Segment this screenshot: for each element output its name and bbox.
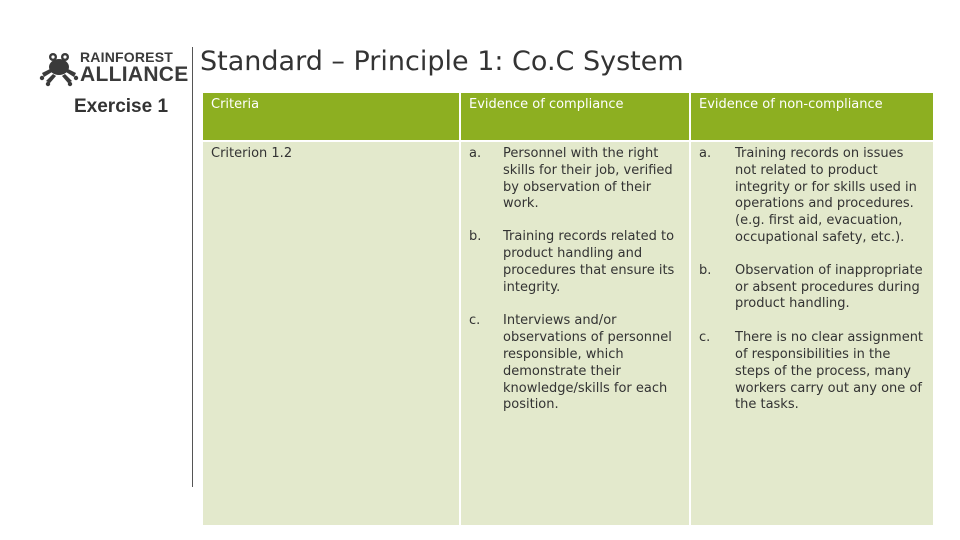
compliance-cell — [461, 142, 689, 525]
list-item — [469, 229, 681, 296]
criteria-cell — [203, 142, 459, 525]
header-criteria: Criteria — [203, 93, 459, 140]
item-text: Training records on issues not related to product integrity or for skills used in operations and procedures. (e.g. first aid, evacuation, occupational safety, etc.). — [735, 146, 917, 245]
header-evidence-noncompliance: Evidence of non-compliance — [691, 93, 933, 140]
item-text: There is no clear assignment of responsibilities in the steps of the process, many workers carry out any one of the tasks. — [735, 330, 924, 413]
rainforest-alliance-logo — [38, 45, 189, 90]
item-letter: a. — [469, 146, 482, 161]
logo-word-alliance: ALLIANCE — [80, 63, 189, 86]
exercise-label: Exercise 1 — [74, 96, 169, 117]
frog-icon — [38, 47, 80, 87]
item-letter: b. — [699, 262, 712, 278]
item-text: Personnel with the right skills for their job, verified by observation of their work. — [503, 146, 673, 212]
noncompliance-cell — [691, 142, 933, 525]
list-item — [699, 330, 925, 414]
evidence-table — [203, 93, 933, 525]
list-item — [699, 146, 925, 247]
list-item — [469, 146, 681, 213]
item-letter: a. — [699, 146, 712, 161]
item-text: Training records related to product handling and procedures that ensure its integrity. — [503, 229, 675, 295]
logo-word-rainforest: RAINFOREST — [80, 49, 173, 65]
header-evidence-compliance: Evidence of compliance — [461, 93, 689, 140]
item-letter: c. — [469, 313, 481, 329]
item-text: Observation of inappropriate or absent procedures during product handling. — [735, 262, 923, 312]
item-text: Interviews and/or observations of personnel responsible, which demonstrate their knowledge/skills for each position. — [503, 313, 672, 413]
list-item — [699, 263, 925, 313]
divider-line — [192, 47, 193, 487]
page-title: Standard – Principle 1: Co.C System — [200, 46, 684, 77]
item-letter: b. — [469, 229, 482, 245]
list-item — [469, 313, 681, 414]
item-letter: c. — [699, 330, 711, 346]
criterion-label: Criterion 1.2 — [211, 146, 293, 161]
